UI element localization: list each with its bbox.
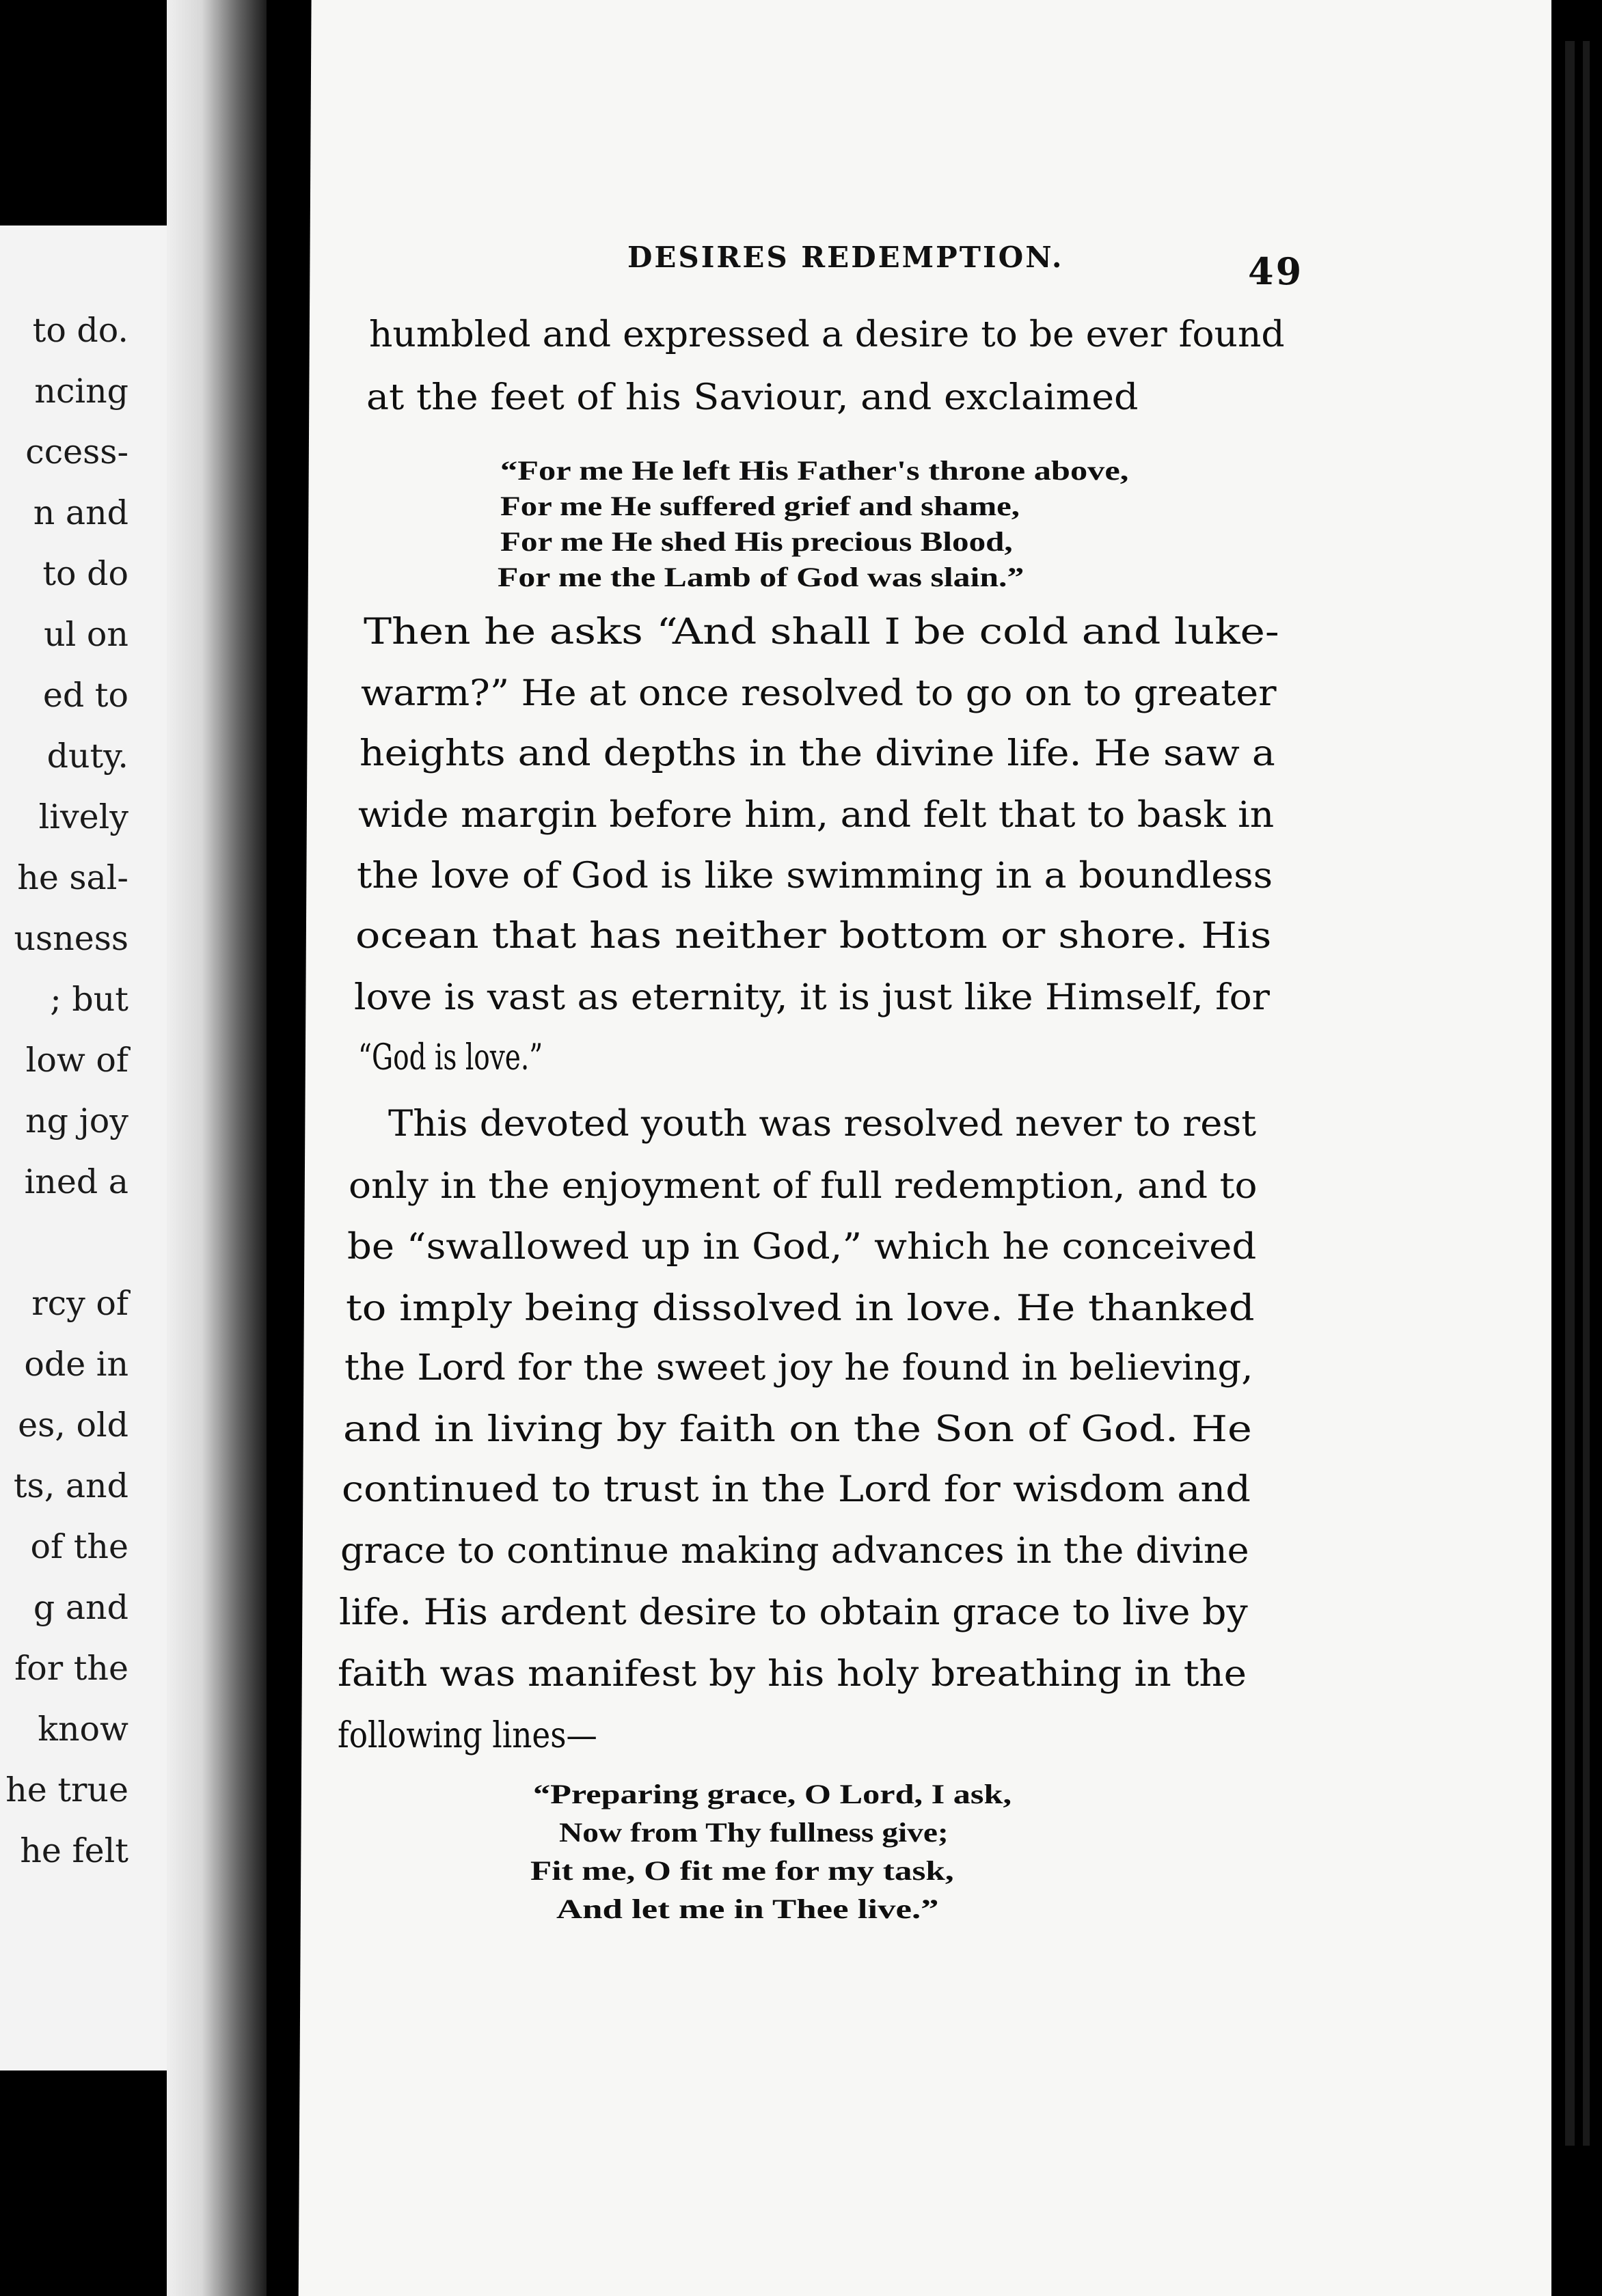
- prev-page-line: ed to: [42, 676, 128, 715]
- text-line: the love of God is like swimming in a boundless: [357, 856, 1273, 897]
- text-line: “God is love.”: [358, 1037, 543, 1078]
- prev-page-line: lively: [38, 797, 128, 836]
- prev-page-line: ccess-: [25, 433, 128, 472]
- text-line: ocean that has neither bottom or shore. His: [355, 916, 1272, 957]
- prev-page-line: ; but: [50, 980, 128, 1019]
- prev-page-line: to do.: [32, 311, 128, 350]
- text-line: wide margin before him, and felt that to bask in: [358, 795, 1275, 836]
- prev-page-line: usness: [14, 919, 128, 958]
- text-line: warm?” He at once resolved to go on to greater: [361, 673, 1277, 714]
- prev-page-line: of the: [30, 1527, 128, 1566]
- prev-page-line: know: [38, 1710, 128, 1749]
- verse-line: For me He shed His precious Blood,: [500, 526, 1013, 557]
- verse-line: For me the Lamb of God was slain.”: [498, 562, 1024, 592]
- prev-page-line: to do: [42, 554, 128, 593]
- text-line: the Lord for the sweet joy he found in believing,: [344, 1348, 1253, 1389]
- text-line: only in the enjoyment of full redemption, and to: [349, 1166, 1258, 1207]
- prev-page-line: ng joy: [25, 1102, 128, 1140]
- text-line: faith was manifest by his holy breathing in the: [338, 1654, 1247, 1695]
- prev-page-line: duty.: [46, 737, 128, 776]
- text-line: This devoted youth was resolved never to rest: [388, 1104, 1257, 1145]
- verse-line: And let me in Thee live.”: [556, 1894, 939, 1924]
- text-line: humbled and expressed a desire to be ever found: [369, 314, 1285, 355]
- prev-page-line: ined a: [24, 1162, 128, 1201]
- prev-page-line: he sal-: [17, 858, 128, 897]
- book-gutter: [167, 0, 267, 2296]
- prev-page-line: n and: [33, 493, 128, 532]
- prev-page-line: ncing: [34, 372, 128, 411]
- verse-line: Now from Thy fullness give;: [559, 1817, 949, 1848]
- prev-page-line: ul on: [44, 615, 128, 654]
- verse-line: “For me He left His Father's throne above,: [500, 455, 1129, 486]
- prev-page-line: he felt: [20, 1831, 128, 1870]
- text-line: and in living by faith on the Son of God. He: [343, 1409, 1252, 1450]
- prev-page-line: for the: [14, 1649, 128, 1688]
- page-number: 49: [1248, 249, 1304, 293]
- text-line: heights and depths in the divine life. He saw a: [359, 733, 1275, 774]
- text-line: love is vast as eternity, it is just like Himself, for: [354, 977, 1270, 1018]
- text-line: to imply being dissolved in love. He thanked: [346, 1288, 1255, 1329]
- page-edge: [1565, 41, 1575, 2146]
- text-line: be “swallowed up in God,” which he conceived: [347, 1227, 1257, 1268]
- prev-page-line: es, old: [18, 1406, 128, 1445]
- page-edge: [1583, 41, 1590, 2146]
- prev-page-line: rcy of: [31, 1284, 128, 1323]
- text-line: Then he asks “And shall I be cold and luke-: [364, 612, 1279, 653]
- verse-line: “Preparing grace, O Lord, I ask,: [533, 1779, 1012, 1809]
- verse-line: For me He suffered grief and shame,: [500, 491, 1020, 521]
- prev-page-line: ode in: [24, 1345, 128, 1384]
- prev-page-line: ts, and: [13, 1466, 128, 1505]
- prev-page-line: low of: [25, 1041, 128, 1080]
- text-line: life. His ardent desire to obtain grace to live by: [339, 1592, 1248, 1633]
- text-line: at the feet of his Saviour, and exclaimed: [366, 377, 1139, 418]
- text-line: grace to continue making advances in the divine: [340, 1531, 1249, 1572]
- text-line: continued to trust in the Lord for wisdom and: [342, 1469, 1251, 1510]
- running-head: DESIRES REDEMPTION.: [627, 241, 1064, 274]
- verse-line: Fit me, O fit me for my task,: [530, 1855, 954, 1886]
- text-line: following lines—: [338, 1715, 597, 1756]
- prev-page-line: he true: [5, 1771, 128, 1809]
- prev-page-line: g and: [33, 1588, 128, 1627]
